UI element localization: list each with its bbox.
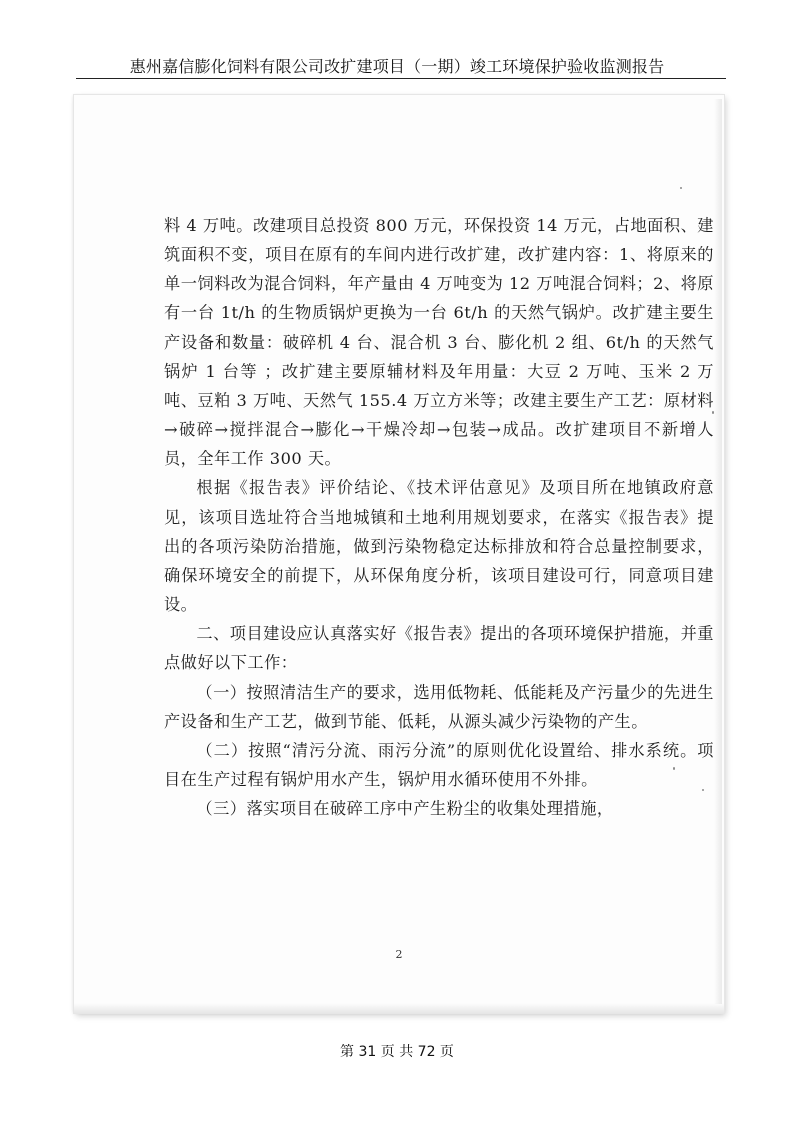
scan-speck bbox=[712, 411, 714, 414]
scanned-document-page bbox=[74, 95, 724, 1013]
scan-speck bbox=[680, 187, 682, 189]
scan-speck bbox=[702, 789, 704, 791]
report-header-title: 惠州嘉信膨化饲料有限公司改扩建项目（一期）竣工环境保护验收监测报告 bbox=[129, 57, 665, 76]
page-pagination: 第 31 页 共 72 页 bbox=[340, 1044, 454, 1060]
paragraph-item-two: （二）按照“清污分流、雨污分流”的原则优化设置给、排水系统。项目在生产过程有锅炉用水产生，锅炉用水循环使用不外排。 bbox=[164, 740, 714, 789]
scanned-page-number: 2 bbox=[395, 948, 403, 961]
document-body bbox=[164, 211, 714, 823]
paragraph-project-overview: 料 4 万吨。改建项目总投资 800 万元，环保投资 14 万元，占地面积、建筑面积不变，项目在原有的车间内进行改扩建，改扩建内容：1、将原来的单一饲料改为混合饲料，年产量由 4 万吨变为 12 万吨混合饲料；2、将原有一台 1t/h 的生物质锅炉更换为一台 6t/h 的天然气锅炉。改扩建主要生产设备和数量：破碎机 4 台、混合机 3 台、膨化机 2 组、6t/h 的天然气锅炉 1 台等 ；改扩建主要原辅材料及年用量：大豆 2 万吨、玉米 2 万吨、豆粕 3 万吨、天然气 155.4 万立方米等；改建主要生产工艺：原材料→破碎→搅拌混合→膨化→干燥冷却→包装→成品。改扩建项目不新增人员，全年工作 300 天。 bbox=[164, 216, 714, 469]
paragraph-item-three: （三）落实项目在破碎工序中产生粉尘的收集处理措施， bbox=[196, 799, 614, 819]
paragraph-section-two-heading: 二、项目建设应认真落实好《报告表》提出的各项环境保护措施，并重点做好以下工作： bbox=[164, 624, 714, 673]
paragraph-item-one: （一）按照清洁生产的要求，选用低物耗、低能耗及产污量少的先进生产设备和生产工艺，做到节能、低耗，从源头减少污染物的产生。 bbox=[164, 682, 714, 731]
scan-speck bbox=[673, 767, 675, 770]
header-divider bbox=[76, 78, 726, 79]
paragraph-approval-conclusion: 根据《报告表》评价结论、《技术评估意见》及项目所在地镇政府意见，该项目选址符合当地城镇和土地利用规划要求，在落实《报告表》提出的各项污染防治措施，做到污染物稳定达标排放和符合总量控制要求，确保环境安全的前提下，从环保角度分析，该项目建设可行，同意项目建设。 bbox=[164, 478, 714, 615]
